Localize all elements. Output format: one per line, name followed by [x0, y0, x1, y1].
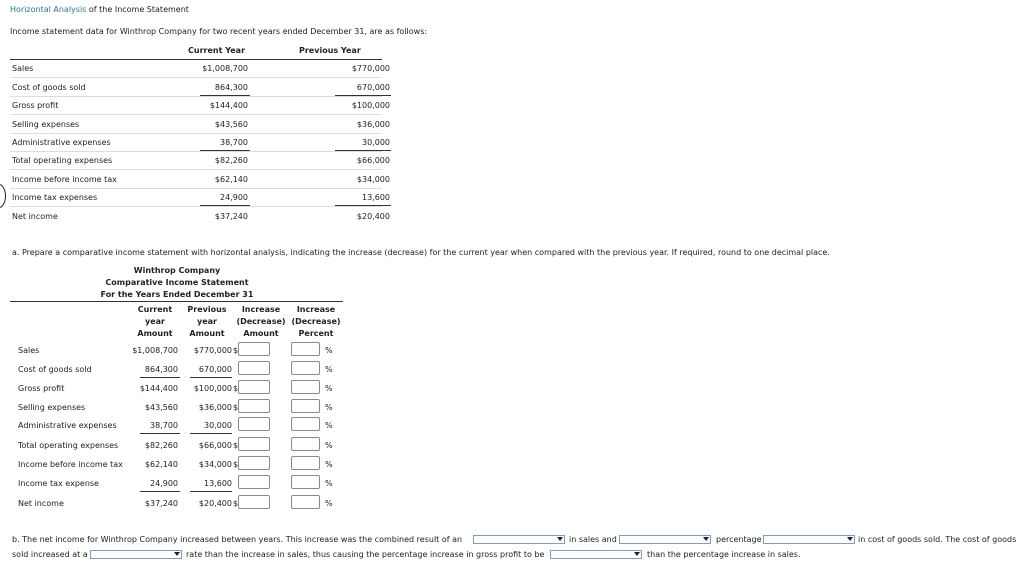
increase-percent-input[interactable]	[291, 456, 320, 470]
data-row-current: 38,700	[220, 138, 248, 147]
dollar-sign: $	[233, 384, 239, 393]
data-row-current: $82,260	[214, 156, 248, 165]
dropdown-cogs-change[interactable]	[763, 535, 855, 544]
stmt-row-previous: 30,000	[204, 421, 232, 430]
col-current-year: Current Year	[188, 46, 246, 55]
stmt-row-current: $144,400	[139, 384, 178, 393]
row-divider	[10, 169, 382, 170]
data-row-previous: $36,000	[356, 120, 390, 129]
dollar-sign: $	[233, 346, 239, 355]
part-b-text-5: sold increased at a	[12, 550, 88, 559]
stmt-row-previous: $34,000	[198, 460, 232, 469]
increase-amount-input[interactable]	[238, 456, 270, 470]
part-b-text-2: in sales and	[569, 535, 617, 544]
dropdown-cogs-direction[interactable]	[619, 535, 711, 544]
col-previous-year: Previous Year	[299, 46, 361, 55]
increase-percent-input[interactable]	[291, 399, 320, 413]
percent-sign: %	[325, 421, 333, 430]
increase-amount-input[interactable]	[238, 475, 270, 489]
stmt-row-current: 864,300	[144, 365, 178, 374]
stmt-row-current: 38,700	[150, 421, 178, 430]
company-name: Winthrop Company	[133, 266, 221, 275]
stmt-row-label: Gross profit	[18, 384, 65, 393]
increase-percent-input[interactable]	[291, 342, 320, 356]
data-row-label: Income before income tax	[12, 175, 117, 184]
increase-amount-input[interactable]	[238, 495, 270, 509]
stmt-row-current: $1,008,700	[132, 346, 178, 355]
stmt-underline-cogs-current	[140, 377, 180, 378]
data-row-current: $144,400	[209, 101, 248, 110]
percent-sign: %	[325, 403, 333, 412]
intro-text: Income statement data for Winthrop Company for two recent years ended December 31, are as follows:	[10, 27, 428, 36]
stmt-row-label: Total operating expenses	[18, 441, 119, 450]
row-divider	[10, 206, 382, 207]
dropdown-cogs-rate[interactable]	[90, 550, 182, 559]
row-divider	[10, 96, 382, 97]
stmt-row-current: $62,140	[144, 460, 178, 469]
chevron-down-icon	[174, 552, 180, 556]
title-rest: of the Income Statement	[86, 5, 189, 14]
percent-sign: %	[325, 346, 333, 355]
page-title	[10, 5, 189, 14]
stmt-row-current: $37,240	[144, 499, 178, 508]
increase-amount-input[interactable]	[238, 380, 270, 394]
dollar-sign: $	[233, 499, 239, 508]
left-edge-bracket	[0, 184, 6, 208]
stmt-row-current: $43,560	[144, 403, 178, 412]
data-row-label: Cost of goods sold	[12, 83, 86, 92]
row-divider	[10, 77, 382, 78]
dropdown-sales-change[interactable]	[473, 535, 565, 544]
data-row-current: $1,008,700	[202, 64, 248, 73]
stmt-row-previous: $770,000	[193, 346, 232, 355]
underline-admin-previous	[335, 150, 391, 151]
statement-name: Comparative Income Statement	[105, 278, 249, 287]
statement-period: For the Years Ended December 31	[100, 290, 254, 299]
data-row-previous: 670,000	[356, 83, 390, 92]
part-b-text-4: in cost of goods sold. The cost of goods	[858, 535, 1017, 544]
stmt-row-label: Cost of goods sold	[18, 365, 92, 374]
data-row-previous: 13,600	[362, 193, 390, 202]
stmt-row-current: 24,900	[150, 479, 178, 488]
data-row-current: 864,300	[214, 83, 248, 92]
stmt-row-label: Income before income tax	[18, 460, 123, 469]
row-divider	[10, 151, 382, 152]
data-row-previous: $66,000	[356, 156, 390, 165]
stmt-underline-tax-current	[140, 491, 180, 492]
increase-percent-input[interactable]	[291, 437, 320, 451]
dropdown-gross-profit-comparison[interactable]	[550, 550, 642, 559]
stmt-row-previous: 670,000	[198, 365, 232, 374]
row-divider	[10, 188, 382, 189]
chevron-down-icon	[703, 537, 709, 541]
percent-sign: %	[325, 365, 333, 374]
statement-top-rule	[10, 301, 343, 302]
data-row-label: Total operating expenses	[12, 156, 113, 165]
part-a-instruction: a. Prepare a comparative income statement with horizontal analysis, indicating the increase (decrease) for the current year when compared with the previous year. If required, round to one decimal place.	[12, 248, 830, 257]
part-b-text-7: than the percentage increase in sales.	[647, 550, 801, 559]
increase-percent-input[interactable]	[291, 495, 320, 509]
increase-percent-input[interactable]	[291, 417, 320, 431]
part-b-text-3: percentage	[716, 535, 762, 544]
stmt-row-previous: 13,600	[204, 479, 232, 488]
percent-sign: %	[325, 441, 333, 450]
percent-sign: %	[325, 479, 333, 488]
underline-tax-previous	[335, 205, 391, 206]
data-row-previous: $34,000	[356, 175, 390, 184]
underline-admin-current	[200, 150, 250, 151]
part-b-text-1: b. The net income for Winthrop Company increased between years. This increase was the combined result of an	[12, 535, 463, 544]
chevron-down-icon	[634, 552, 640, 556]
data-row-label: Gross profit	[12, 101, 59, 110]
stmt-row-previous: $20,400	[198, 499, 232, 508]
underline-tax-current	[200, 205, 250, 206]
chevron-down-icon	[557, 537, 563, 541]
data-row-current: $37,240	[214, 212, 248, 221]
percent-sign: %	[325, 460, 333, 469]
stmt-underline-admin-previous	[190, 433, 232, 434]
data-row-previous: $20,400	[356, 212, 390, 221]
header-rule	[10, 59, 382, 60]
stmt-row-current: $82,260	[144, 441, 178, 450]
stmt-row-label: Net income	[18, 499, 64, 508]
data-row-label: Administrative expenses	[12, 138, 111, 147]
increase-amount-input[interactable]	[238, 342, 270, 356]
data-row-current: 24,900	[220, 193, 248, 202]
increase-amount-input[interactable]	[238, 361, 270, 375]
increase-percent-input[interactable]	[291, 475, 320, 489]
title-link[interactable]: Horizontal Analysis	[10, 5, 87, 14]
dollar-sign: $	[233, 403, 239, 412]
part-b-text-6: rate than the increase in sales, thus causing the percentage increase in gross profit to be	[186, 550, 545, 559]
increase-percent-input[interactable]	[291, 380, 320, 394]
data-row-previous: 30,000	[362, 138, 390, 147]
data-row-label: Net income	[12, 212, 58, 221]
data-row-label: Sales	[12, 64, 34, 73]
percent-sign: %	[325, 384, 333, 393]
data-row-previous: $770,000	[351, 64, 390, 73]
stmt-underline-admin-current	[140, 433, 180, 434]
row-divider	[10, 114, 382, 115]
data-row-label: Income tax expenses	[12, 193, 98, 202]
stmt-row-label: Income tax expense	[18, 479, 99, 488]
stmt-underline-tax-previous	[190, 491, 232, 492]
chevron-down-icon	[847, 537, 853, 541]
increase-amount-input[interactable]	[238, 437, 270, 451]
data-row-label: Selling expenses	[12, 120, 80, 129]
dollar-sign: $	[233, 441, 239, 450]
stmt-row-label: Selling expenses	[18, 403, 86, 412]
stmt-row-previous: $36,000	[198, 403, 232, 412]
stmt-underline-cogs-previous	[190, 377, 232, 378]
stmt-row-label: Sales	[18, 346, 40, 355]
stmt-row-previous: $100,000	[193, 384, 232, 393]
percent-sign: %	[325, 499, 333, 508]
dollar-sign: $	[233, 460, 239, 469]
row-divider	[10, 133, 382, 134]
underline-cogs-previous	[335, 95, 391, 96]
stmt-row-label: Administrative expenses	[18, 421, 117, 430]
data-row-current: $62,140	[214, 175, 248, 184]
increase-amount-input[interactable]	[238, 417, 270, 431]
increase-amount-input[interactable]	[238, 399, 270, 413]
data-row-current: $43,560	[214, 120, 248, 129]
increase-percent-input[interactable]	[291, 361, 320, 375]
data-row-previous: $100,000	[351, 101, 390, 110]
stmt-row-previous: $66,000	[198, 441, 232, 450]
underline-cogs-current	[200, 95, 250, 96]
